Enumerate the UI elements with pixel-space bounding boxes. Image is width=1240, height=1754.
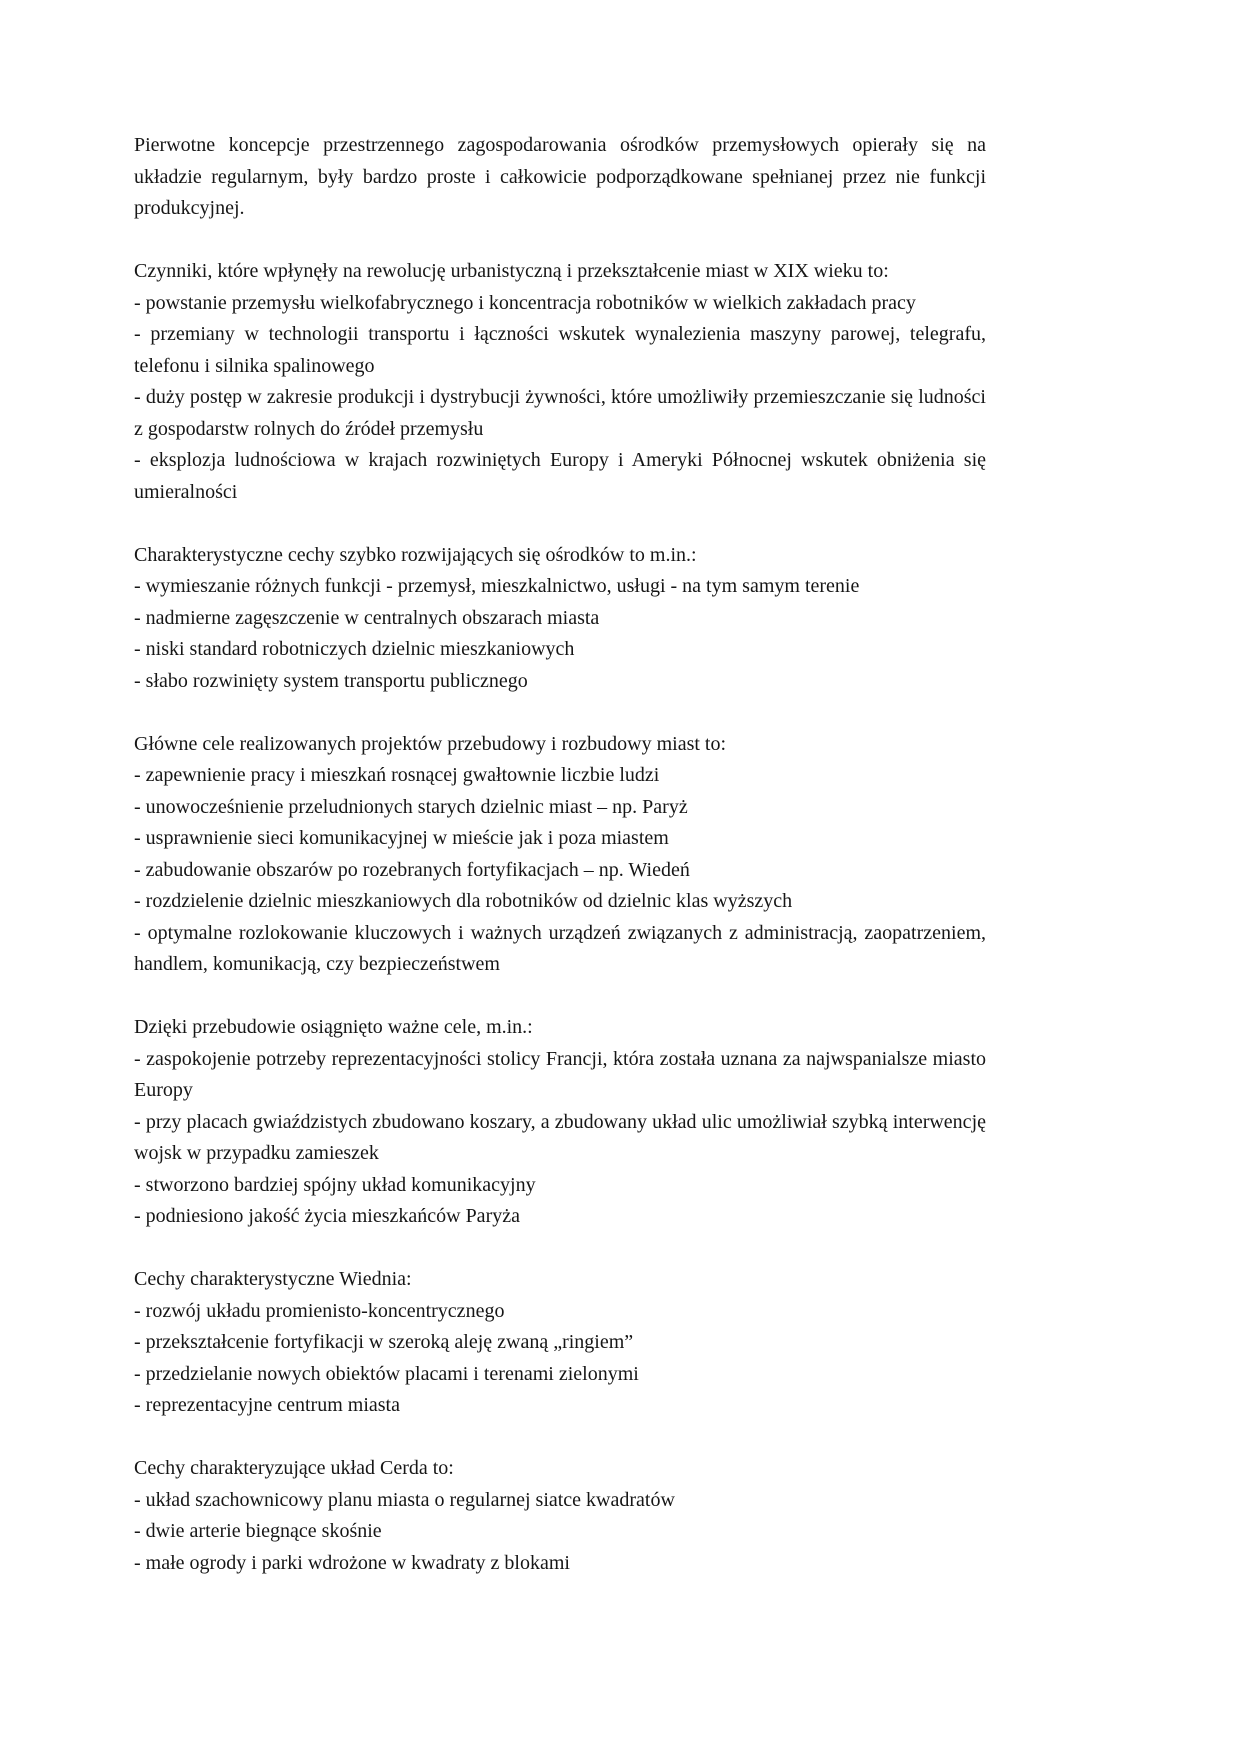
bullet-line: - unowocześnienie przeludnionych starych dzielnic miast – np. Paryż [134,795,688,818]
bullet-line: - przekształcenie fortyfikacji w szeroką aleję zwaną „ringiem” [134,1331,634,1353]
section-rebuild-achievements [134,1012,986,1233]
section-rebuild-goals [134,729,986,981]
bullet-line: - przedzielanie nowych obiektów placami i terenami zielonymi [134,1362,639,1385]
section-vienna-features [134,1264,986,1422]
bullet-line: - powstanie przemysłu wielkofabrycznego i koncentracja robotników w wielkich zakładach pracy [134,291,916,314]
bullet-line: - słabo rozwinięty system transportu publicznego [134,669,528,692]
section-heading: Czynniki, które wpłynęły na rewolucję urbanistyczną i przekształcenie miast w XIX wieku to: [134,260,889,282]
text-block [134,130,986,1579]
bullet-line: - optymalne rozlokowanie kluczowych i ważnych urządzeń związanych z administracją, zaopatrzeniem, handlem, komunikacją, czy bezpieczeństwem [134,921,986,975]
bullet-line: - stworzono bardziej spójny układ komunikacyjny [134,1173,536,1196]
section-heading: Cechy charakteryzujące układ Cerda to: [134,1457,454,1479]
bullet-line: - usprawnienie sieci komunikacyjnej w mieście jak i poza miastem [134,827,669,849]
section-cerda-layout [134,1453,986,1579]
bullet-line: - eksplozja ludnościowa w krajach rozwiniętych Europy i Ameryki Północnej wskutek obniżenia się umieralności [134,449,986,503]
bullet-line: - zaspokojenie potrzeby reprezentacyjności stolicy Francji, która została uznana za najwspanialsze miasto Europy [134,1047,986,1101]
bullet-line: - rozdzielenie dzielnic mieszkaniowych dla robotników od dzielnic klas wyższych [134,890,793,912]
bullet-line: - małe ogrody i parki wdrożone w kwadraty z blokami [134,1551,570,1574]
bullet-line: - układ szachownicowy planu miasta o regularnej siatce kwadratów [134,1488,675,1511]
bullet-line: - dwie arterie biegnące skośnie [134,1520,382,1542]
section-fast-growing-centers [134,540,986,698]
bullet-line: - reprezentacyjne centrum miasta [134,1394,400,1416]
bullet-line: - nadmierne zagęszczenie w centralnych obszarach miasta [134,606,600,629]
bullet-line: - zapewnienie pracy i mieszkań rosnącej gwałtownie liczbie ludzi [134,764,660,786]
bullet-line: - podniesiono jakość życia mieszkańców Paryża [134,1205,520,1227]
section-heading: Główne cele realizowanych projektów przebudowy i rozbudowy miast to: [134,732,727,755]
intro-paragraph: Pierwotne koncepcje przestrzennego zagospodarowania ośrodków przemysłowych opierały się na układzie regularnym, były bardzo proste i całkowicie podporządkowane spełnianej przez nie funkcji produkcyjnej. [134,134,986,219]
bullet-line: - przemiany w technologii transportu i łączności wskutek wynalezienia maszyny parowej, telegrafu, telefonu i silnika spalinowego [134,323,986,377]
bullet-line: - przy placach gwiaździstych zbudowano koszary, a zbudowany układ ulic umożliwiał szybką interwencję wojsk w przypadku zamieszek [134,1110,986,1164]
bullet-line: - niski standard robotniczych dzielnic mieszkaniowych [134,638,575,660]
bullet-line: - zabudowanie obszarów po rozebranych fortyfikacjach – np. Wiedeń [134,858,690,881]
section-urban-revolution-factors [134,256,986,508]
section-heading: Cechy charakterystyczne Wiednia: [134,1268,412,1290]
bullet-line: - wymieszanie różnych funkcji - przemysł, mieszkalnictwo, usługi - na tym samym terenie [134,575,860,597]
bullet-line: - duży postęp w zakresie produkcji i dystrybucji żywności, które umożliwiły przemieszczanie się ludności z gospodarstw rolnych do źródeł przemysłu [134,386,986,440]
bullet-line: - rozwój układu promienisto-koncentrycznego [134,1299,505,1322]
section-heading: Dzięki przebudowie osiągnięto ważne cele, m.in.: [134,1016,533,1038]
section-heading: Charakterystyczne cechy szybko rozwijających się ośrodków to m.in.: [134,543,697,566]
